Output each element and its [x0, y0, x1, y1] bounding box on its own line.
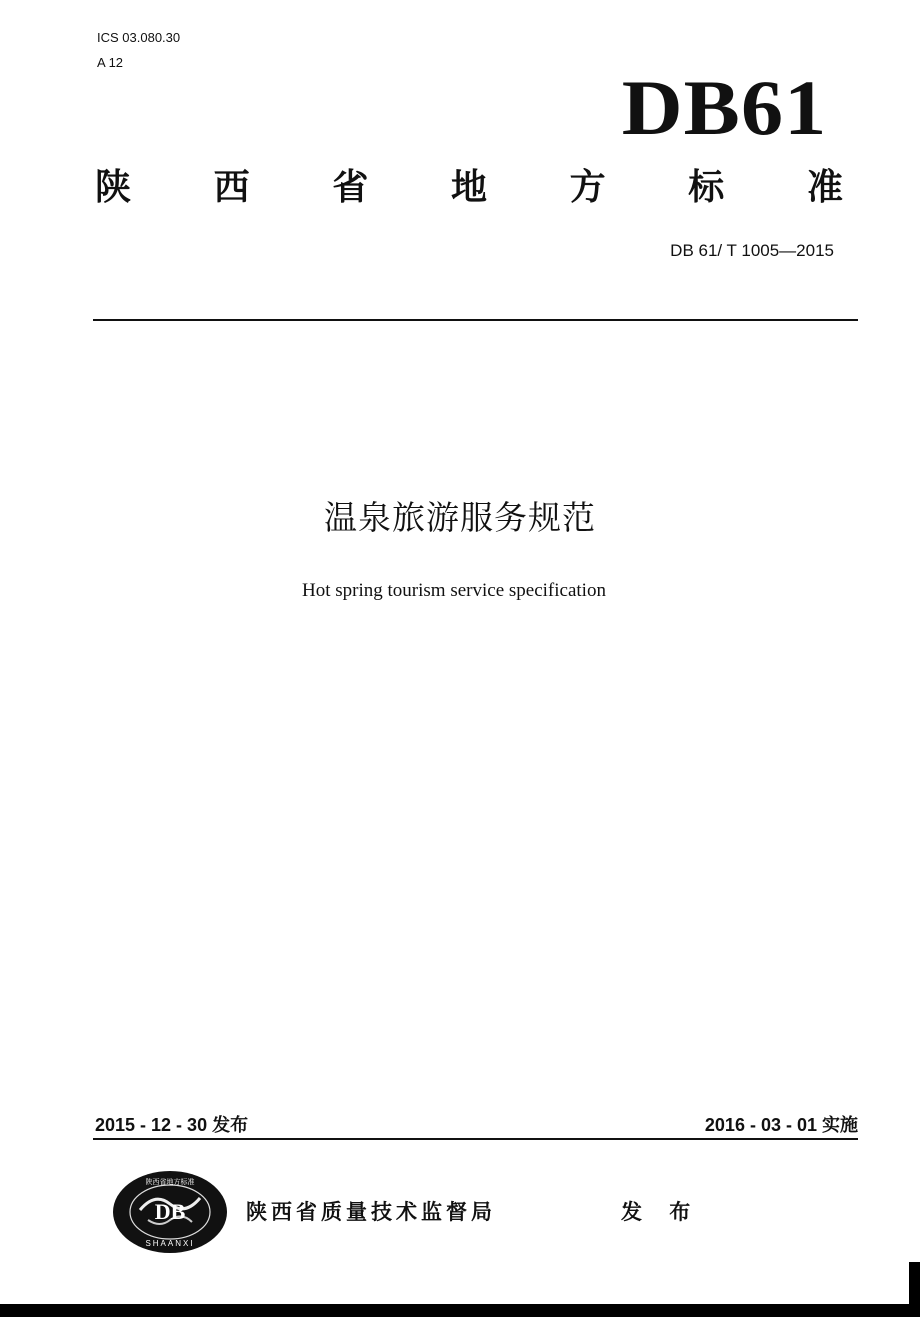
- standard-type-char: 西: [213, 167, 250, 208]
- svg-text:陕西省地方标准: 陕西省地方标准: [145, 1178, 195, 1186]
- scan-right-edge: [909, 1262, 920, 1317]
- document-title-en: Hot spring tourism service specification: [302, 580, 606, 601]
- standard-type-title: [95, 168, 843, 208]
- standard-type-char: 陕: [95, 167, 132, 208]
- publish-label: 发 布: [621, 1200, 701, 1224]
- document-title-cn: 温泉旅游服务规范: [324, 498, 596, 537]
- scan-bottom-edge: [0, 1304, 920, 1317]
- svg-text:DB: DB: [154, 1199, 186, 1224]
- ics-code: ICS 03.080.30: [97, 30, 181, 45]
- implementation-date: 2016 - 03 - 01 实施: [704, 1115, 858, 1135]
- issuing-authority: 陕西省质量技术监督局: [246, 1200, 496, 1224]
- issuer-seal-icon: [112, 1170, 228, 1254]
- svg-text:SHAANXI: SHAANXI: [145, 1239, 195, 1248]
- top-divider: [93, 319, 858, 321]
- standard-type-char: 方: [569, 167, 606, 208]
- issue-date: 2015 - 12 - 30 发布: [95, 1115, 249, 1135]
- standard-type-char: 省: [332, 167, 369, 208]
- standard-type-char: 标: [688, 167, 725, 208]
- standard-number: DB 61/ T 1005—2015: [670, 241, 834, 260]
- classification-code: A 12: [97, 55, 124, 70]
- standard-type-char: 准: [806, 167, 843, 208]
- bottom-divider: [93, 1138, 858, 1140]
- standard-type-char: 地: [450, 167, 487, 208]
- standard-mark: DB61: [621, 64, 827, 151]
